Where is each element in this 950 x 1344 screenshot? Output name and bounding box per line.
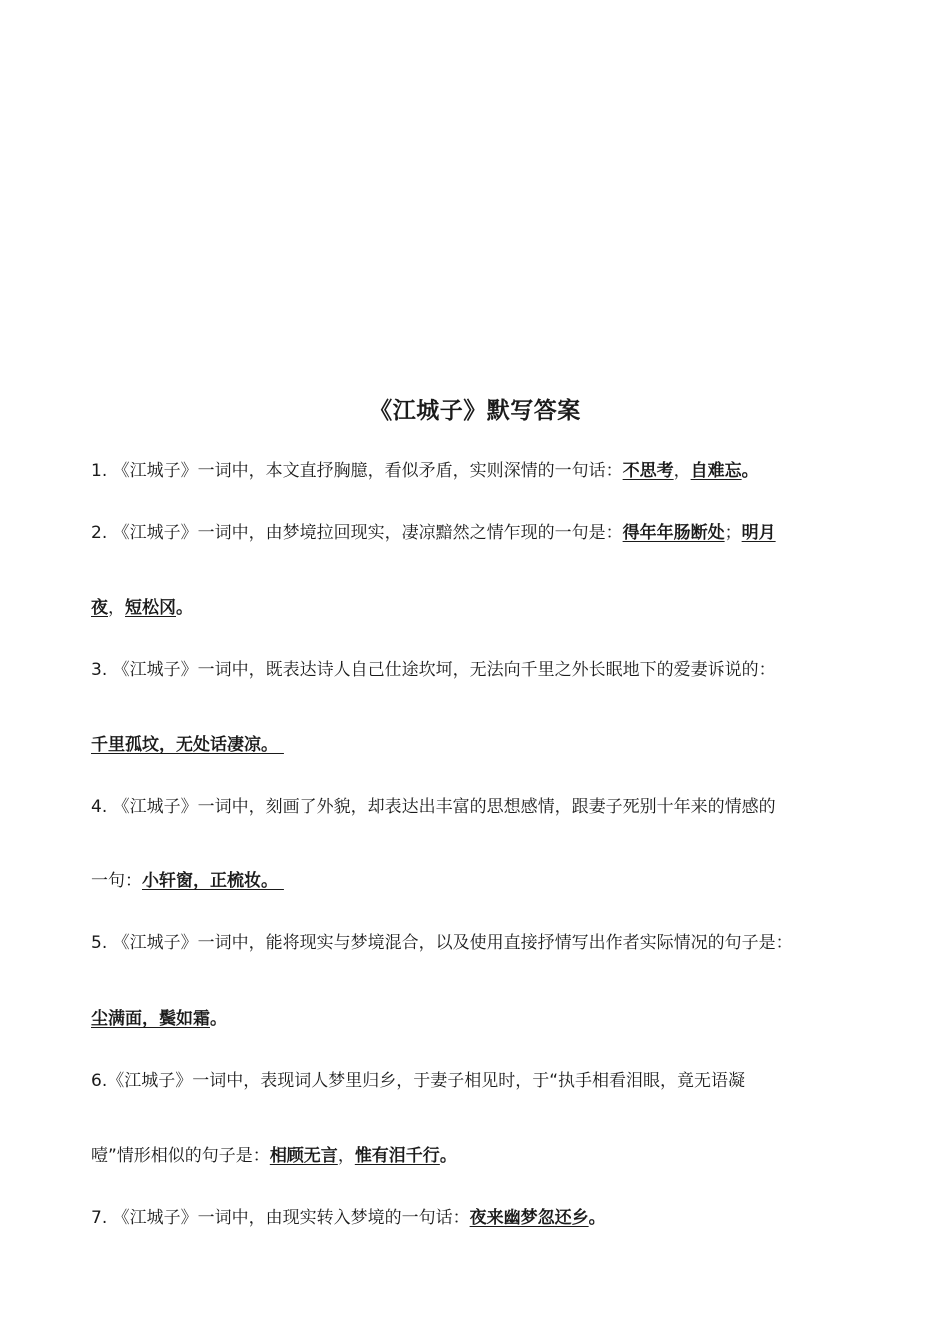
answer-separator: ； [724,523,742,543]
question-2-text: 2. 《江城子》一词中，由梦境拉回现实，凄凉黯然之情乍现的一句是： [91,523,623,543]
question-4-text-continued: 一句： [91,871,142,891]
question-2 [91,521,871,545]
question-5-text: 5. 《江城子》一词中，能将现实与梦境混合，以及使用直接抒情写出作者实际情况的句子是： [91,933,793,953]
question-3-text: 3. 《江城子》一词中，既表达诗人自己仕途坎坷，无法向千里之外长眠地下的爱妻诉说的： [91,660,776,680]
answer-end-mark: 。 [588,1208,606,1228]
question-6-text-continued: 噎”情形相似的句子是： [91,1146,270,1166]
question-4-text: 4. 《江城子》一词中，刻画了外貌，却表达出丰富的思想感情，跟妻子死别十年来的情感的 [91,797,776,817]
answer-3-line [91,733,871,757]
question-1 [91,459,871,483]
answer-1-part-1: 不思考 [622,461,674,481]
question-2-continued [91,596,871,620]
answer-6-part-2: 惟有泪千行 [354,1146,440,1166]
question-6-continued [91,1144,871,1168]
answer-7: 夜来幽梦忽还乡 [469,1208,589,1228]
question-4-continued [91,869,871,893]
answer-2-part-1: 得年年肠断处 [622,523,725,543]
answer-separator: ， [108,598,125,618]
answer-1-part-2: 自难忘 [690,461,742,481]
question-4 [91,795,871,819]
answer-5: 尘满面，鬓如霜 [91,1009,210,1029]
answer-end-mark: 。 [439,1146,457,1166]
answer-end-mark: 。 [741,461,759,481]
question-5 [91,931,871,955]
answer-separator: ， [673,461,691,481]
answer-6-part-1: 相顾无言 [269,1146,338,1166]
answer-2-part-2: 明月 [741,523,776,543]
question-1-text: 1. 《江城子》一词中，本文直抒胸臆，看似矛盾，实则深情的一句话： [91,461,623,481]
answer-3: 千里孤坟，无处话凄凉。 [91,735,284,755]
document-title: 《江城子》默写答案 [369,398,581,424]
answer-separator: ， [337,1146,355,1166]
question-7 [91,1206,871,1230]
answer-4: 小轩窗，正梳妆。 [142,871,284,891]
question-6 [91,1069,871,1093]
answer-end-mark: 。 [210,1009,227,1029]
question-7-text: 7. 《江城子》一词中，由现实转入梦境的一句话： [91,1208,470,1228]
answer-2-part-3: 短松冈 [125,598,176,618]
answer-end-mark: 。 [176,598,193,618]
answer-2-part-2-continued: 夜 [91,598,108,618]
question-3 [91,658,871,682]
answer-5-line [91,1007,871,1031]
question-6-text: 6.《江城子》一词中，表现词人梦里归乡，于妻子相见时，于“执手相看泪眼，竟无语凝 [91,1071,746,1091]
